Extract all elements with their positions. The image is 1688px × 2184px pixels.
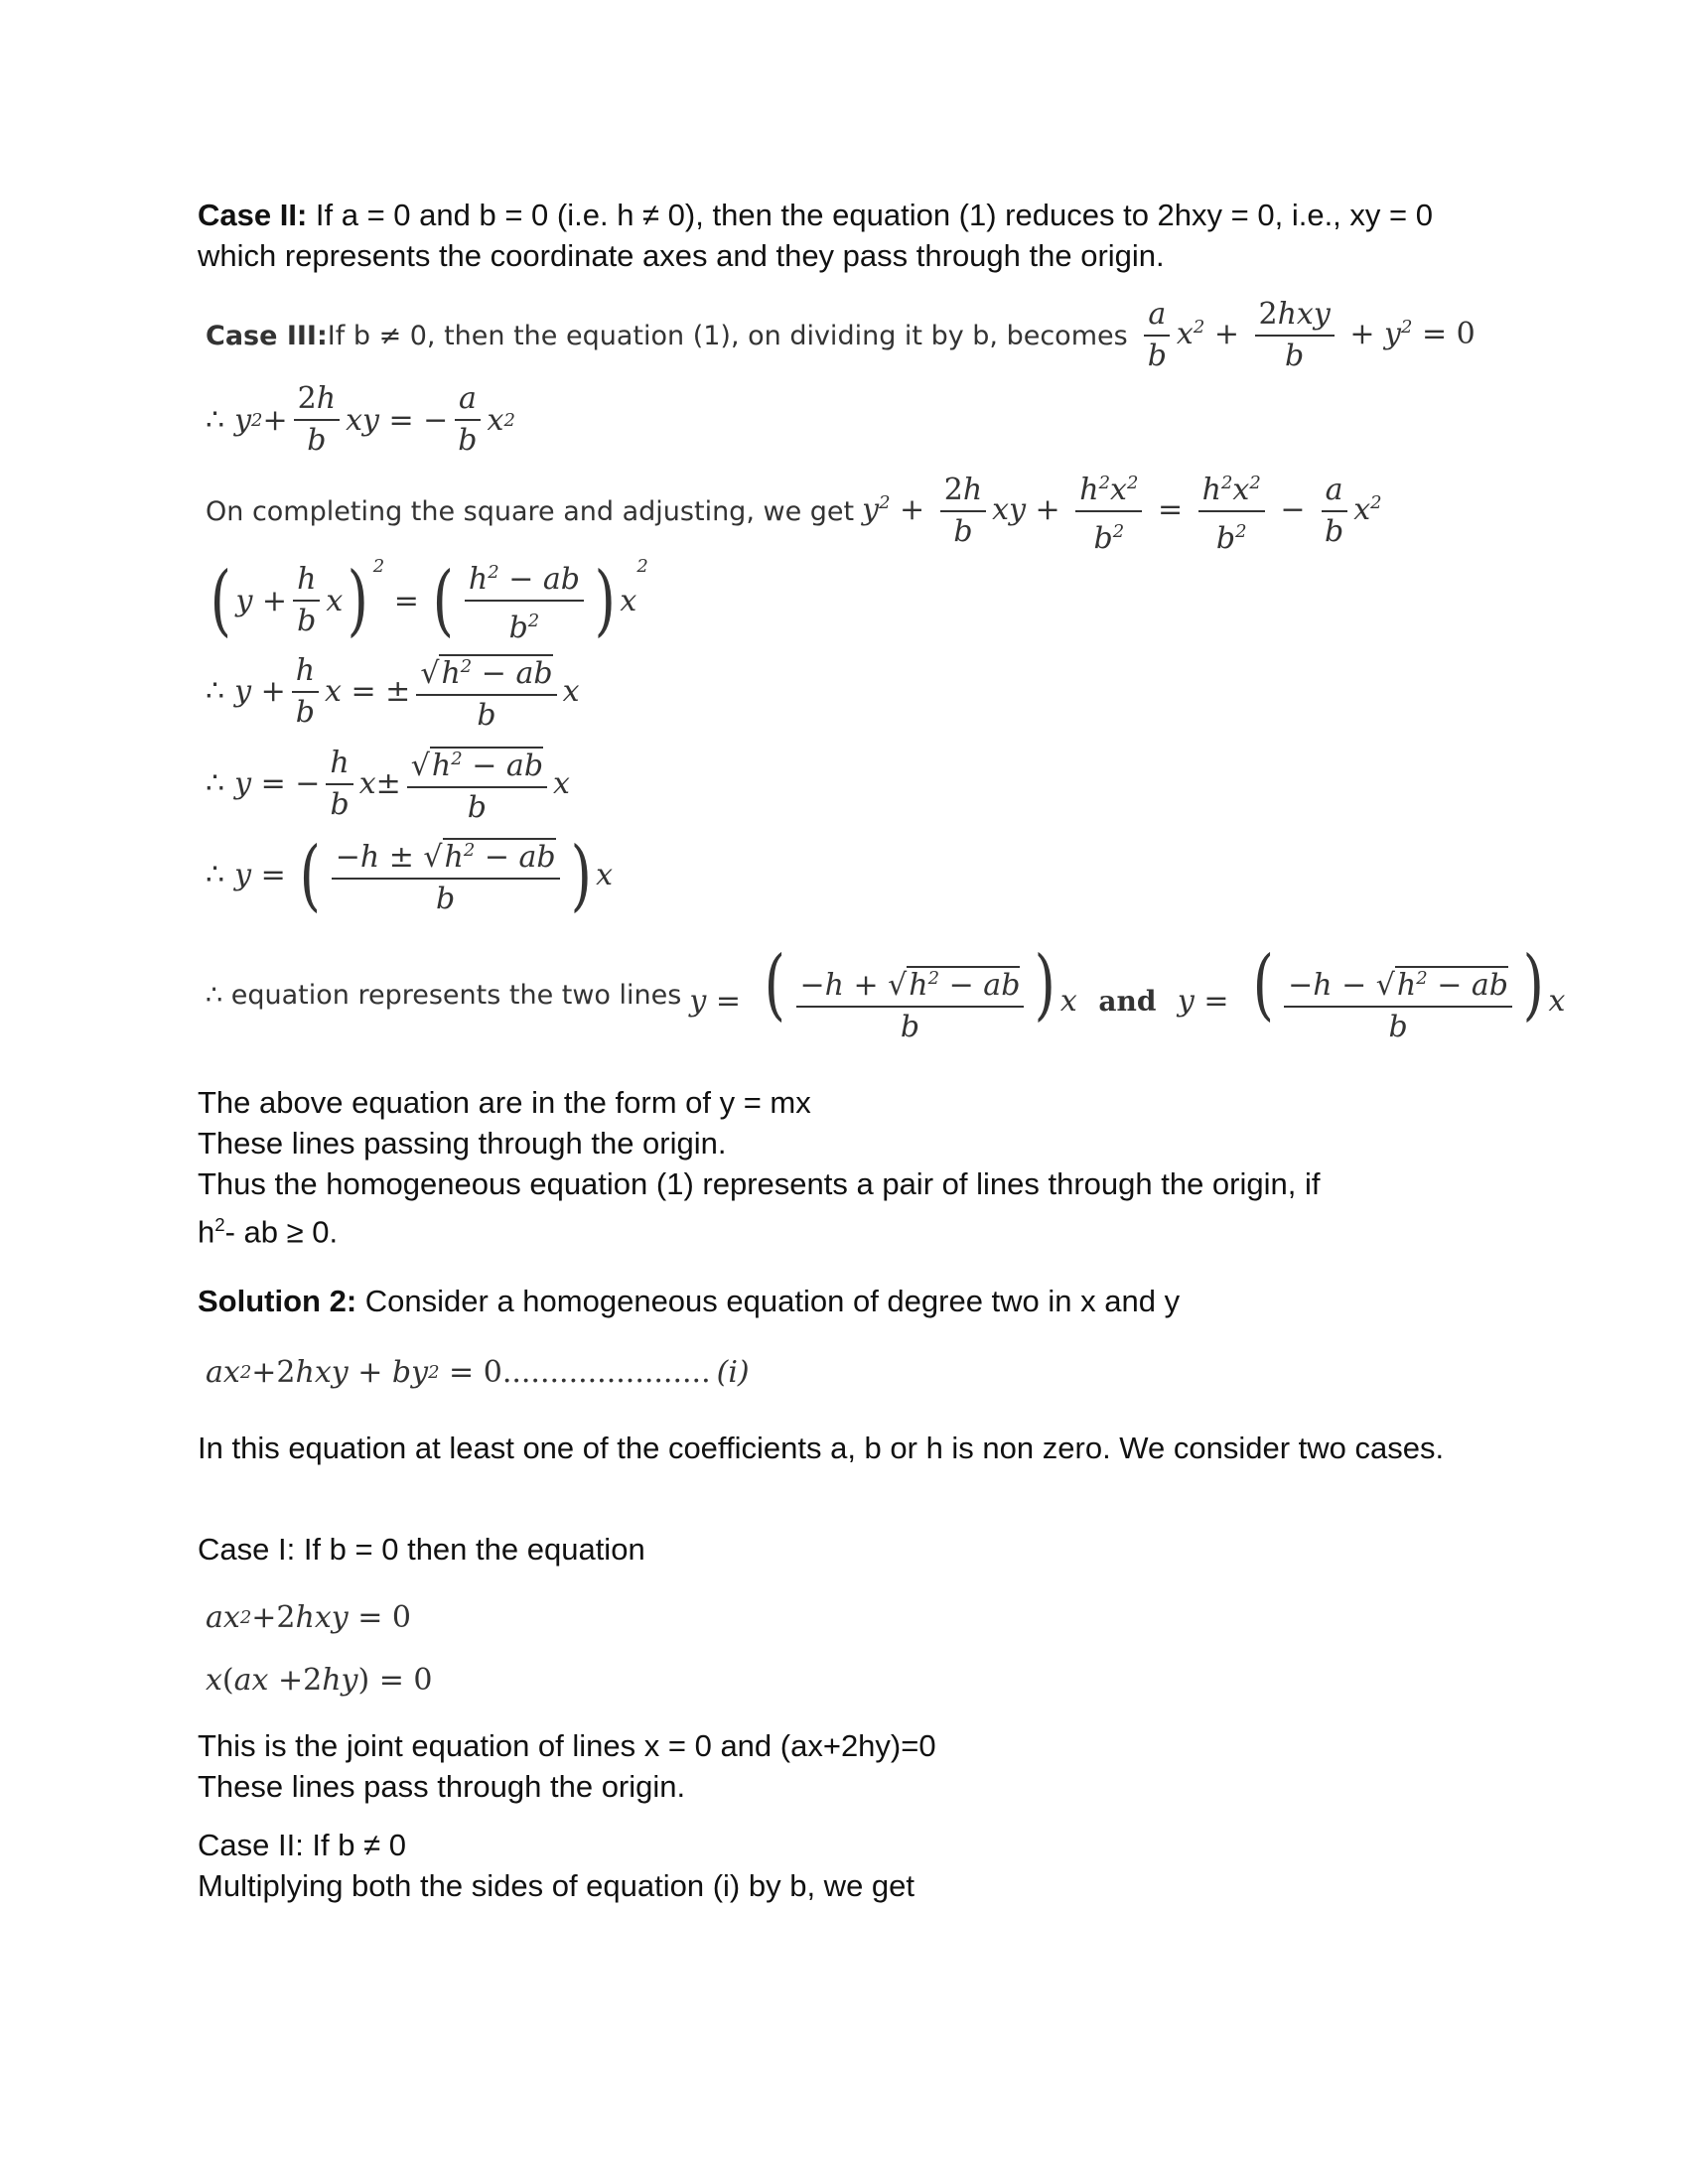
form-rest: - ab ≥ 0.	[224, 1214, 339, 1250]
eq-therefore-1: ∴ y 2 + $\frac{2h}{b}$ xy = − $\frac{a}{b}$ x 2	[206, 381, 515, 458]
and-word: and	[1098, 985, 1157, 1018]
eq-therefore-2: ∴ y + $\frac{h}{b}$ x = ± $\frac{√h^2 - ab}{b}$ x	[206, 650, 579, 733]
two-lines-line	[206, 940, 1566, 1044]
coeff-paragraph: In this equation at least one of the coefficients a, b or h is non zero. We consider two cases.	[198, 1431, 1445, 1465]
solution2-paragraph	[198, 1281, 1508, 1321]
solution2-label: Solution 2:	[198, 1284, 357, 1318]
joint-paragraph	[198, 1725, 1508, 1807]
joint-line-2: These lines pass through the origin.	[198, 1769, 686, 1804]
case3-text: If b ≠ 0, then the equation (1), on dividing it by b, becomes	[327, 320, 1128, 351]
eq-caseI-1: ax 2 + 2 hxy = 0	[206, 1600, 411, 1635]
eq-therefore-4: ∴ y = ( $\frac{-h \pm √h^2 - ab}{b}$ ) x	[206, 830, 613, 920]
form-line-3: Thus the homogeneous equation (1) represents a pair of lines through the origin, if	[198, 1166, 1321, 1201]
completing-line	[206, 467, 1382, 556]
eq-dots: 0......................	[483, 1355, 711, 1390]
case3-equation: $\frac{a}{b}$ $x^2$ + $\frac{\text{2hxy}}{b}$ + $y^2 = 0$	[1138, 298, 1476, 373]
eq-caseI-2: x ( ax + 2 hy ) = 0	[206, 1663, 433, 1698]
caseII-b-paragraph	[198, 1825, 1508, 1906]
joint-line-1: This is the joint equation of lines x = 0 and (ax+2hy)=0	[198, 1728, 936, 1763]
eq-square: ( y + $\frac{h}{b}$ x ) $^2$ = ( $\frac{h^2 - ab}{b^2}$ ) x $^2$	[210, 556, 648, 645]
case3-line	[206, 298, 1476, 373]
eq-tag: (i)	[716, 1355, 750, 1390]
caseII-b-line-1: Case II: If b ≠ 0	[198, 1828, 406, 1862]
form-line-1: The above equation are in the form of y = mx	[198, 1085, 811, 1120]
completing-text: On completing the square and adjusting, we get	[206, 495, 855, 527]
case2-label: Case II:	[198, 198, 308, 232]
form-h: h	[198, 1214, 215, 1250]
case2-paragraph	[198, 195, 1508, 276]
eq-homogeneous: ax 2 + 2 hxy + by 2 = 0...................... (i)	[206, 1355, 750, 1390]
caseII-b-line-2: Multiplying both the sides of equation (i) by b, we get	[198, 1868, 915, 1903]
solution2-text: Consider a homogeneous equation of degree two in x and y	[356, 1284, 1181, 1318]
completing-equation: $y^2$ + $\frac{2h}{b}$ xy + $\frac{h^2x^2}{b^2}$ = $\frac{h^2x^2}{b^2}$ − $\frac{a}{b}$ $x^2$	[862, 467, 1382, 556]
two-lines-equations: y = ( $\frac{-h + √h^2 - ab}{b}$ ) x and y = ( $\frac{-h - √h^2 - ab}{b}$ ) x	[689, 940, 1566, 1044]
form-line-2: These lines passing through the origin.	[198, 1126, 727, 1160]
case2-text: If a = 0 and b = 0 (i.e. h ≠ 0), then the equation (1) reduces to 2hxy = 0, i.e., xy = 0 which represents the coordinate axes and they pass through the origin.	[198, 198, 1433, 273]
two-lines-text: ∴ equation represents the two lines	[206, 979, 682, 1011]
form-paragraph	[198, 1082, 1508, 1252]
eq-therefore-3: ∴ y = − $\frac{h}{b}$ x ± $\frac{√h^2 - ab}{b}$ x	[206, 743, 570, 825]
caseI-paragraph: Case I: If b = 0 then the equation	[198, 1532, 645, 1567]
form-sup: 2	[214, 1214, 225, 1235]
case3-label: Case III:	[206, 320, 328, 351]
form-line-4	[198, 1204, 1508, 1252]
